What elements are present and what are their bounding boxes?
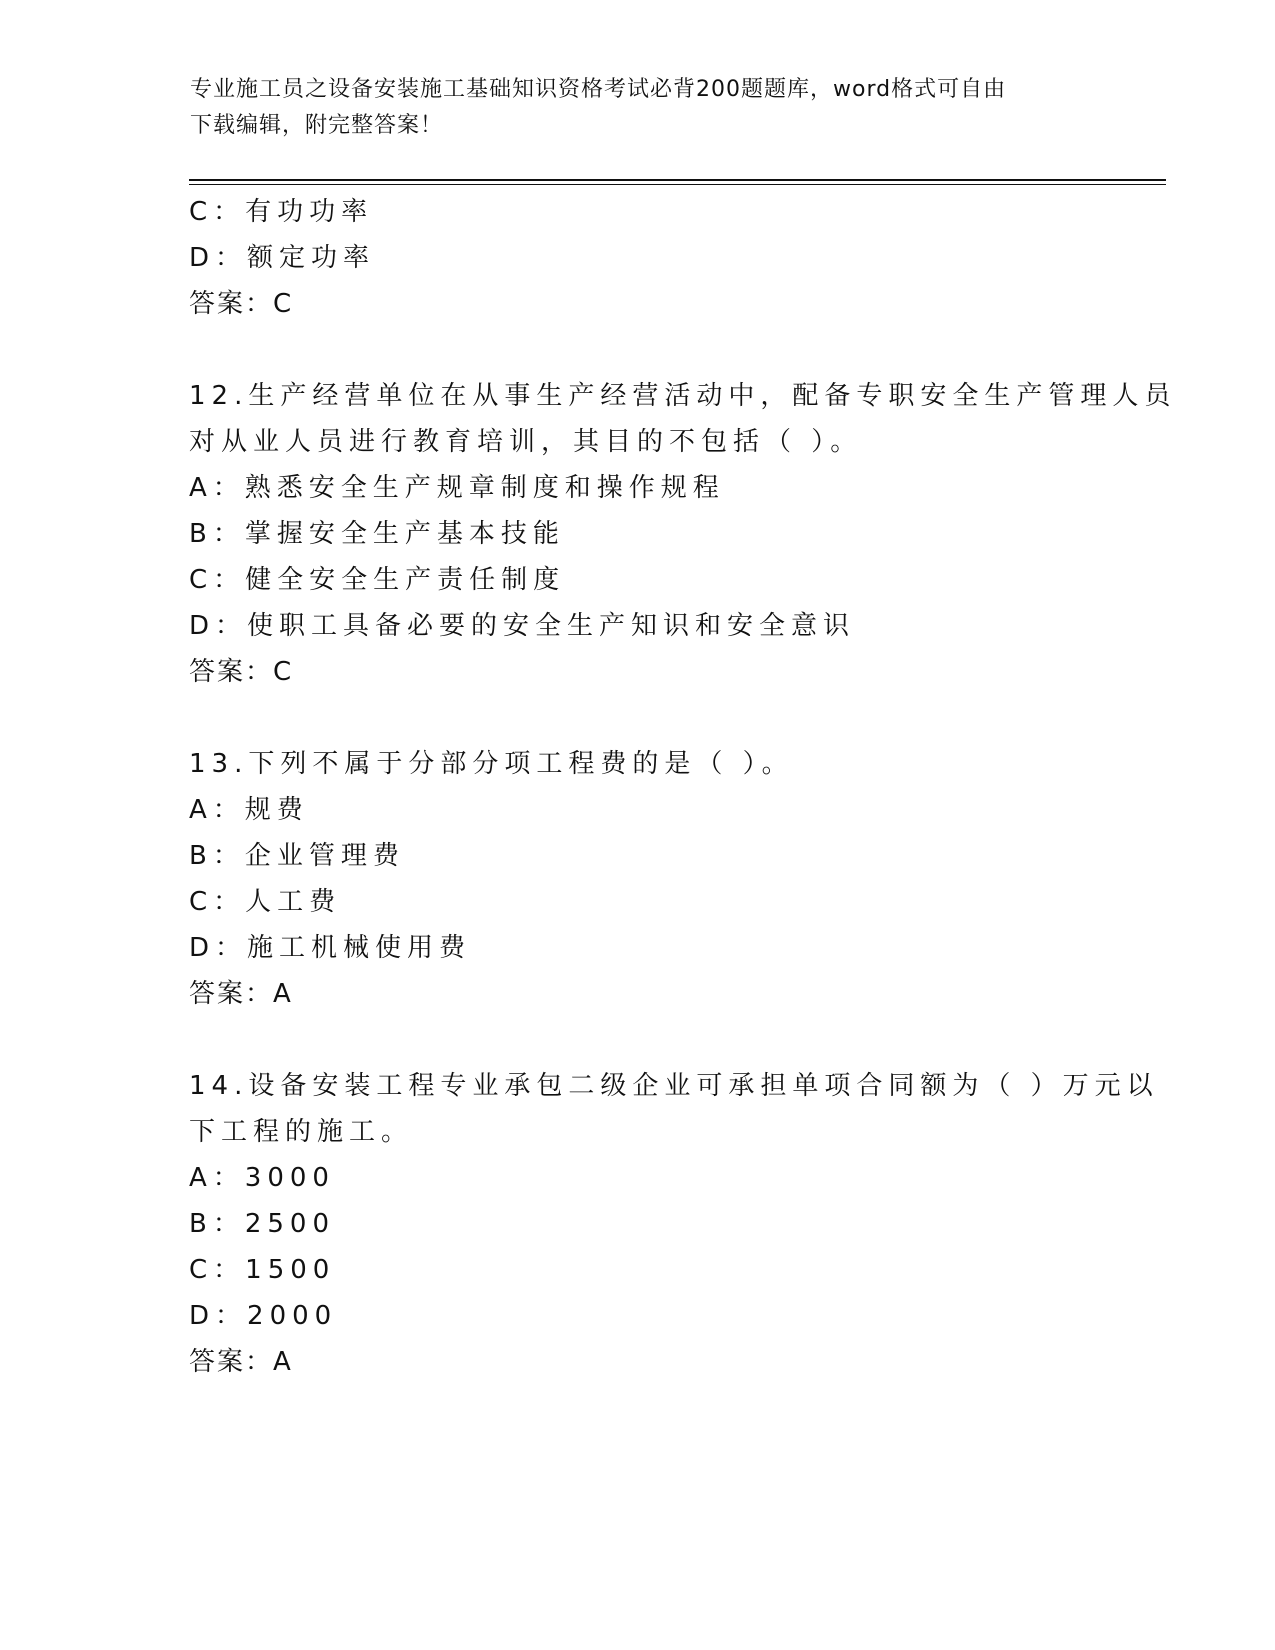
header-divider-thick (189, 179, 1166, 181)
option-a: A：规费 (189, 795, 309, 825)
question-stem-line: 14.设备安装工程专业承包二级企业可承担单项合同额为（ ）万元以 (189, 1071, 1159, 1101)
option-b: B：企业管理费 (189, 841, 405, 871)
question-14 (189, 1063, 1159, 1385)
option-c: C：1500 (189, 1255, 336, 1285)
question-11-continued (189, 189, 1089, 327)
question-list (189, 189, 1177, 1385)
question-stem-line: 12.生产经营单位在从事生产经营活动中，配备专职安全生产管理人员 (189, 381, 1177, 411)
option-b: B：掌握安全生产基本技能 (189, 519, 565, 549)
answer-line: 答案：C (189, 289, 294, 319)
option-d: D：使职工具备必要的安全生产知识和安全意识 (189, 611, 856, 641)
document-header (190, 72, 1090, 144)
question-spacer (189, 327, 1089, 373)
option-a: A：3000 (189, 1163, 335, 1193)
answer-line: 答案：A (189, 979, 293, 1009)
question-stem-line: 下工程的施工。 (189, 1117, 414, 1147)
option-c: C：有功功率 (189, 197, 374, 227)
option-d: D：额定功率 (189, 243, 376, 273)
option-b: B：2500 (189, 1209, 336, 1239)
question-13 (189, 741, 1089, 1017)
answer-line: 答案：C (189, 657, 294, 687)
option-d: D：2000 (189, 1301, 338, 1331)
header-title-line-2: 下载编辑，附完整答案！ (190, 113, 444, 138)
header-title-line-1: 专业施工员之设备安装施工基础知识资格考试必背200题题库，word格式可自由 (190, 77, 1007, 102)
option-d: D：施工机械使用费 (189, 933, 472, 963)
option-c: C：健全安全生产责任制度 (189, 565, 566, 595)
question-12 (189, 373, 1177, 695)
option-c: C：人工费 (189, 887, 342, 917)
question-spacer (189, 1017, 1089, 1063)
question-stem-line: 13.下列不属于分部分项工程费的是（ ）。 (189, 749, 794, 779)
answer-line: 答案：A (189, 1347, 293, 1377)
option-a: A：熟悉安全生产规章制度和操作规程 (189, 473, 725, 503)
question-stem-line: 对从业人员进行教育培训，其目的不包括（ ）。 (189, 427, 863, 457)
header-divider-thin (189, 184, 1166, 185)
question-spacer (189, 695, 1089, 741)
